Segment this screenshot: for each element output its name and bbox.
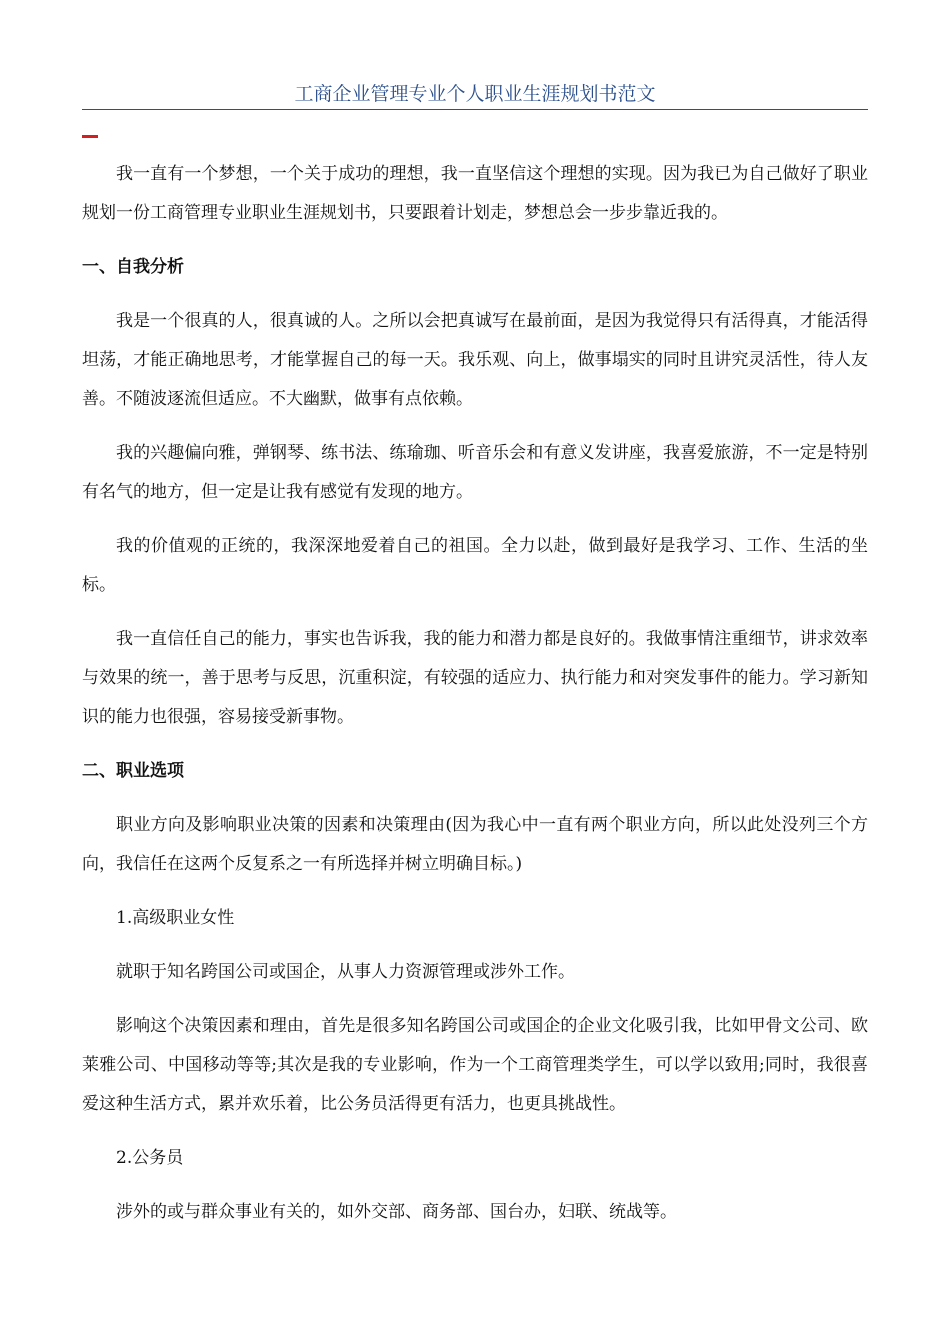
career-option-item-2-title: 2.公务员 [116,1148,184,1168]
self-analysis-paragraph-2: 我的兴趣偏向雅，弹钢琴、练书法、练瑜珈、听音乐会和有意义发讲座，我喜爱旅游，不一定是特别有名气的地方，但一定是让我有感觉有发现的地方。 [82,443,868,502]
document-body [82,155,868,1247]
self-analysis-paragraph-4: 我一直信任自己的能力，事实也告诉我，我的能力和潜力都是良好的。我做事情注重细节，讲求效率与效果的统一，善于思考与反思，沉重积淀，有较强的适应力、执行能力和对突发事件的能力。学习新知识的能力也很强，容易接受新事物。 [82,629,868,727]
section-heading-self-analysis: 一、自我分析 [82,257,184,277]
career-option-item-2-description: 涉外的或与群众事业有关的，如外交部、商务部、国台办，妇联、统战等。 [116,1202,677,1222]
header-rule [82,109,868,110]
career-option-item-1-title: 1.高级职业女性 [116,908,235,928]
page-header-title: 工商企业管理专业个人职业生涯规划书范文 [294,83,656,105]
career-option-item-1-reasons: 影响这个决策因素和理由，首先是很多知名跨国公司或国企的企业文化吸引我，比如甲骨文公司、欧莱雅公司、中国移动等等;其次是我的专业影响，作为一个工商管理类学生，可以学以致用;同时，我很喜爱这种生活方式，累并欢乐着，比公务员活得更有活力，也更具挑战性。 [82,1016,868,1114]
intro-paragraph: 我一直有一个梦想，一个关于成功的理想，我一直坚信这个理想的实现。因为我已为自己做好了职业规划一份工商管理专业职业生涯规划书，只要跟着计划走，梦想总会一步步靠近我的。 [82,164,868,223]
career-options-paragraph-1: 职业方向及影响职业决策的因素和决策理由(因为我心中一直有两个职业方向，所以此处没列三个方向，我信任在这两个反复系之一有所选择并树立明确目标。) [82,815,868,874]
section-heading-career-options: 二、职业选项 [82,761,184,781]
career-option-item-1-description: 就职于知名跨国公司或国企，从事人力资源管理或涉外工作。 [116,962,575,982]
self-analysis-paragraph-1: 我是一个很真的人，很真诚的人。之所以会把真诚写在最前面，是因为我觉得只有活得真，才能活得坦荡，才能正确地思考，才能掌握自己的每一天。我乐观、向上，做事塌实的同时且讲究灵活性，待人友善。不随波逐流但适应。不大幽默，做事有点依赖。 [82,311,868,409]
self-analysis-paragraph-3: 我的价值观的正统的，我深深地爱着自己的祖国。全力以赴，做到最好是我学习、工作、生活的坐标。 [82,536,868,595]
red-accent-mark [82,135,98,138]
